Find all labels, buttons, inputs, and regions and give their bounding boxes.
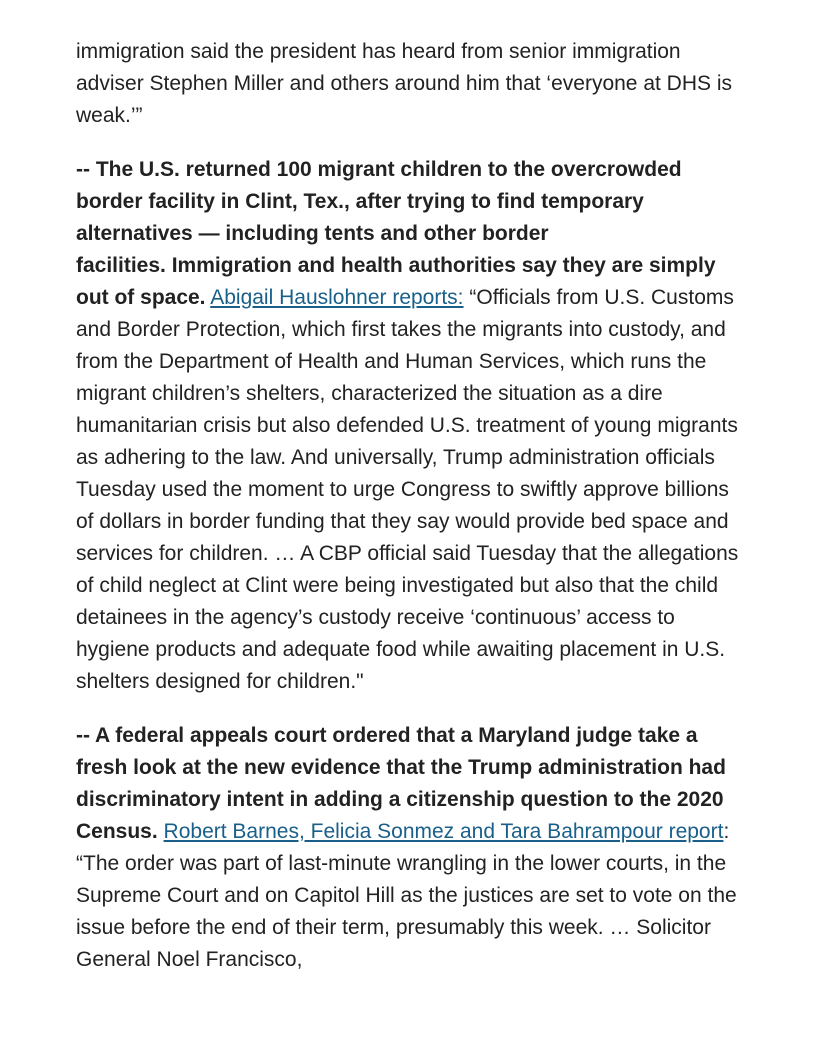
quote-text: “Officials from U.S. Customs and Border Protection, which first takes the migrants into custody, and from the Department of Health and Human Services, which runs the migrant children’s shelters, characterized the situation as a dire humanitarian crisis but also defended U.S. treatment of young migrants as adhering to the law. And universally, Trump administration officials Tuesday used the moment to urge Congress to swiftly approve billions of dollars in border funding that they say would provide bed space and services for children. … A CBP official said Tuesday that the allegations of child neglect at Clint were being investigated but also that the child detainees in the agency’s custody receive ‘continuous’ access to hygiene products and adequate food while awaiting placement in U.S. shelters designed for children." bbox=[76, 286, 739, 693]
paragraph-clint-facility bbox=[76, 154, 740, 698]
link-abigail-hauslohner[interactable]: Abigail Hauslohner reports: bbox=[210, 286, 464, 309]
headline-bold-continued: facilities. Immigration and health authorities say they are simply out of space. bbox=[76, 254, 716, 309]
link-barnes-sonmez-bahrampour[interactable]: Robert Barnes, Felicia Sonmez and Tara Bahrampour report bbox=[163, 820, 724, 843]
headline-bold: -- A federal appeals court ordered that a Maryland judge take a fresh look at the new evidence that the Trump administration had discriminatory intent in adding a citizenship question to the 2020 Census. bbox=[76, 724, 726, 843]
paragraph-dhs-weak bbox=[76, 36, 740, 132]
quote-text: : “The order was part of last-minute wrangling in the lower courts, in the Supreme Court and on Capitol Hill as the justices are set to vote on the issue before the end of their term, presumably this week. … Solicitor General Noel Francisco, bbox=[76, 820, 737, 971]
paragraph-census bbox=[76, 720, 740, 976]
article-body bbox=[76, 36, 740, 998]
headline-bold: -- The U.S. returned 100 migrant children to the overcrowded border facility in Clint, Tex., after trying to find temporary alternatives — including tents and other border bbox=[76, 158, 682, 245]
paragraph-text: immigration said the president has heard from senior immigration adviser Stephen Miller and others around him that ‘everyone at DHS is weak.’” bbox=[76, 40, 733, 127]
